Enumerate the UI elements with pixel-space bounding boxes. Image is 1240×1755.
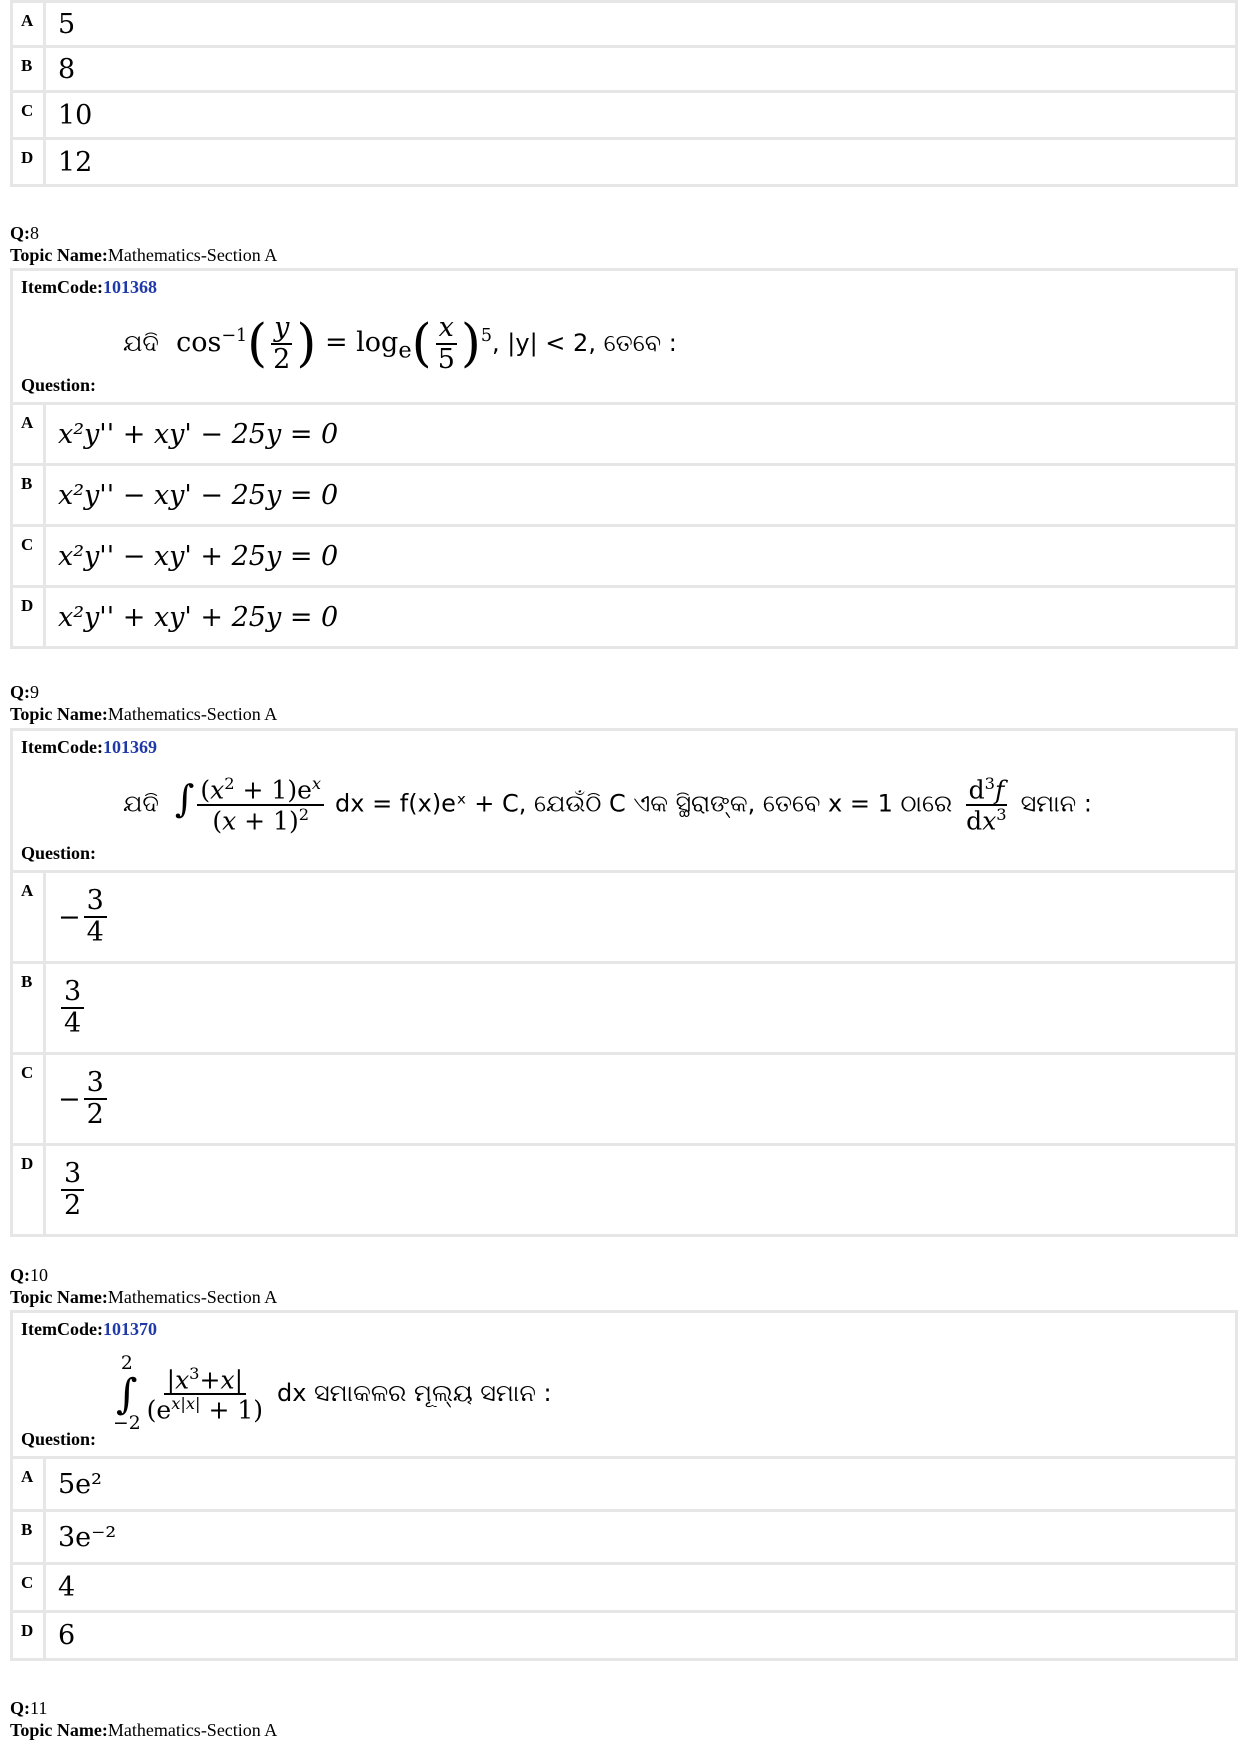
option-row[interactable] bbox=[13, 1565, 1235, 1610]
question-stem: ଯଦି $\cos^{-1}$( $\frac{y}{2}$ ) = $\log_e$( $\frac{x}{5}$ )$^5$, |y| < 2, ତେବେ : bbox=[123, 312, 677, 375]
option-letter: C bbox=[21, 1573, 34, 1592]
q-number: 11 bbox=[30, 1698, 48, 1718]
q-label: Q: bbox=[10, 682, 30, 702]
option-row[interactable] bbox=[13, 1613, 1235, 1658]
q-number: 8 bbox=[30, 223, 39, 243]
q11-header bbox=[10, 1697, 277, 1741]
option-letter: B bbox=[21, 56, 33, 75]
option-letter: B bbox=[21, 1520, 33, 1539]
option-letter: D bbox=[21, 148, 34, 167]
q8-question-box bbox=[10, 268, 1238, 406]
option-row[interactable] bbox=[13, 588, 1235, 646]
question-label: Question: bbox=[21, 375, 97, 395]
q8-header bbox=[10, 222, 277, 266]
question-stem: ଯଦି ∫ $\frac{(x^2 + 1)e^x}{(x + 1)^2}$ dx = f(x)eˣ + C, ଯେଉଁଠି C ଏକ ସ୍ଥିରାଙ୍କ, ତେବେ x = 1 ଠାରେ $\frac{d^3f}{dx^3}$ ସମାନ : bbox=[123, 774, 1092, 836]
topic-name: Mathematics-Section A bbox=[107, 1720, 278, 1740]
option-value: $\frac{3}{2}$ bbox=[43, 1146, 1235, 1234]
option-letter: D bbox=[21, 596, 34, 615]
option-text: 10 bbox=[43, 93, 1235, 137]
option-text: 8 bbox=[43, 48, 1235, 90]
option-row[interactable] bbox=[13, 964, 1235, 1052]
option-row[interactable] bbox=[13, 93, 1235, 137]
option-letter: A bbox=[21, 11, 34, 30]
topic-name: Mathematics-Section A bbox=[107, 1287, 278, 1307]
option-row[interactable] bbox=[13, 48, 1235, 90]
item-code: ItemCode:101370 bbox=[21, 1319, 157, 1339]
option-row[interactable] bbox=[13, 405, 1235, 463]
q-number: 9 bbox=[30, 682, 39, 702]
question-label: Question: bbox=[21, 843, 97, 863]
option-letter: D bbox=[21, 1154, 34, 1173]
option-text: x²y'' − xy' + 25y = 0 bbox=[43, 527, 1235, 585]
topic-label: Topic Name: bbox=[10, 1287, 108, 1307]
q10-header bbox=[10, 1264, 277, 1308]
q-label: Q: bbox=[10, 223, 30, 243]
option-text: 6 bbox=[43, 1613, 1235, 1658]
option-letter: C bbox=[21, 1063, 34, 1082]
option-letter: C bbox=[21, 535, 34, 554]
option-row[interactable] bbox=[13, 140, 1235, 184]
topic-label: Topic Name: bbox=[10, 1720, 108, 1740]
q8-options bbox=[10, 402, 1238, 649]
q10-question-box bbox=[10, 1310, 1238, 1460]
option-text: x²y'' + xy' + 25y = 0 bbox=[43, 588, 1235, 646]
q9-header bbox=[10, 681, 277, 725]
topic-name: Mathematics-Section A bbox=[107, 245, 278, 265]
option-row[interactable] bbox=[13, 1055, 1235, 1143]
option-row[interactable] bbox=[13, 527, 1235, 585]
option-letter: A bbox=[21, 1467, 34, 1486]
topic-label: Topic Name: bbox=[10, 245, 108, 265]
option-text: x²y'' + xy' − 25y = 0 bbox=[43, 405, 1235, 463]
q9-question-box bbox=[10, 728, 1238, 874]
option-value: − $\frac{3}{2}$ bbox=[43, 1055, 1235, 1143]
option-row[interactable] bbox=[13, 1146, 1235, 1234]
option-value: − $\frac{3}{4}$ bbox=[43, 873, 1235, 961]
option-row[interactable] bbox=[13, 1512, 1235, 1562]
option-row[interactable] bbox=[13, 3, 1235, 45]
option-value: $\frac{3}{4}$ bbox=[43, 964, 1235, 1052]
option-letter: C bbox=[21, 101, 34, 120]
option-row[interactable] bbox=[13, 1459, 1235, 1509]
question-stem: 2 ∫ −2 $\frac{|x^3+x|}{(e^{x|x|} + 1)}$ dx ସମାକଳର ମୂଲ୍ୟ ସମାନ : bbox=[113, 1353, 552, 1434]
option-text: x²y'' − xy' − 25y = 0 bbox=[43, 466, 1235, 524]
item-code: ItemCode:101368 bbox=[21, 277, 157, 297]
option-text: 5e² bbox=[43, 1459, 1235, 1509]
option-letter: B bbox=[21, 972, 33, 991]
q9-options bbox=[10, 870, 1238, 1237]
option-text: 3e⁻² bbox=[43, 1512, 1235, 1562]
q7-options bbox=[10, 0, 1238, 187]
item-code: ItemCode:101369 bbox=[21, 737, 157, 757]
topic-label: Topic Name: bbox=[10, 704, 108, 724]
topic-name: Mathematics-Section A bbox=[107, 704, 278, 724]
option-letter: A bbox=[21, 413, 34, 432]
q-label: Q: bbox=[10, 1698, 30, 1718]
question-label: Question: bbox=[21, 1429, 97, 1449]
q-label: Q: bbox=[10, 1265, 30, 1285]
q10-options bbox=[10, 1456, 1238, 1661]
option-text: 12 bbox=[43, 140, 1235, 184]
option-text: 4 bbox=[43, 1565, 1235, 1610]
option-letter: B bbox=[21, 474, 33, 493]
option-letter: A bbox=[21, 881, 34, 900]
option-letter: D bbox=[21, 1621, 34, 1640]
option-row[interactable] bbox=[13, 466, 1235, 524]
option-row[interactable] bbox=[13, 873, 1235, 961]
q-number: 10 bbox=[30, 1265, 48, 1285]
option-text: 5 bbox=[43, 3, 1235, 45]
